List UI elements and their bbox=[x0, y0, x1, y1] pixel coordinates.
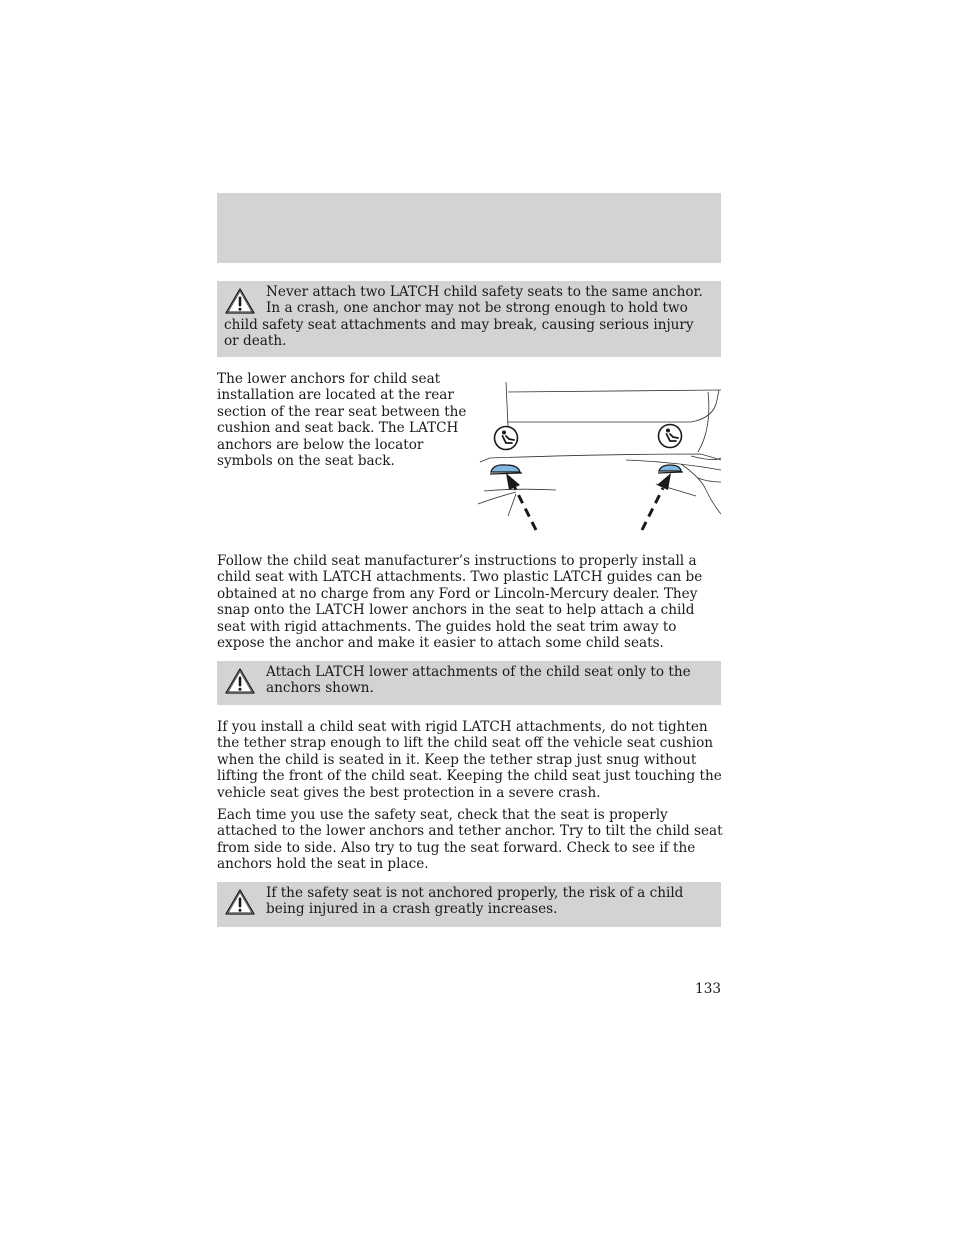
warning-triangle-icon bbox=[224, 888, 256, 916]
warning-box-attach-anchors bbox=[217, 661, 721, 705]
warning-text: Never attach two LATCH child safety seats to the same anchor. In a crash, one anchor may not be strong enough to hold two child safety seat attachments and may break, causing serious injury or death. bbox=[224, 284, 703, 350]
follow-instructions-paragraph: Follow the child seat manufacturer’s instructions to properly install a child seat with LATCH attachments. Two plastic LATCH guides can be obtained at no charge from any Ford or Lincoln-Mercury dealer. They snap onto the LATCH lower anchors in the seat to help attach a child seat with rigid attachments. The guides hold the seat trim away to expose the anchor and make it easier to attach some child seats. bbox=[217, 553, 703, 652]
warning-text: Attach LATCH lower attachments of the child seat only to the anchors shown. bbox=[266, 664, 691, 697]
latch-locator-symbol-right-icon bbox=[659, 425, 682, 448]
warning-triangle-icon bbox=[224, 667, 256, 695]
warning-triangle-icon bbox=[224, 287, 256, 315]
pointer-arrow-left bbox=[506, 473, 536, 530]
warning-box-latch-anchor bbox=[217, 281, 721, 357]
pointer-arrow-right bbox=[642, 473, 671, 530]
rigid-attachments-paragraph: If you install a child seat with rigid LATCH attachments, do not tighten the tether strap enough to lift the child seat off the vehicle seat cushion when the child is seated in it. Keep the tether strap just snug without lifting the front of the child seat. Keeping the child seat just touching the vehicle seat gives the best protection in a severe crash. bbox=[217, 719, 722, 801]
warning-box-anchored-properly bbox=[217, 882, 721, 927]
page-number: 133 bbox=[695, 981, 721, 997]
latch-locator-symbol-left-icon bbox=[495, 427, 518, 450]
header-band bbox=[217, 193, 721, 263]
lower-anchor-right bbox=[659, 465, 681, 471]
warning-text: If the safety seat is not anchored properly, the risk of a child being injured in a crash greatly increases. bbox=[266, 885, 684, 918]
latch-anchor-illustration bbox=[476, 378, 721, 534]
lower-anchors-paragraph: The lower anchors for child seat installation are located at the rear section of the rear seat between the cushion and seat back. The LATCH anchors are below the locator symbols on the seat back. bbox=[217, 371, 467, 470]
lower-anchor-left bbox=[491, 465, 520, 472]
each-time-paragraph: Each time you use the safety seat, check that the seat is properly attached to the lower anchors and tether anchor. Try to tilt the child seat from side to side. Also try to tug the seat forward. Check to see if the anchors hold the seat in place. bbox=[217, 807, 723, 873]
